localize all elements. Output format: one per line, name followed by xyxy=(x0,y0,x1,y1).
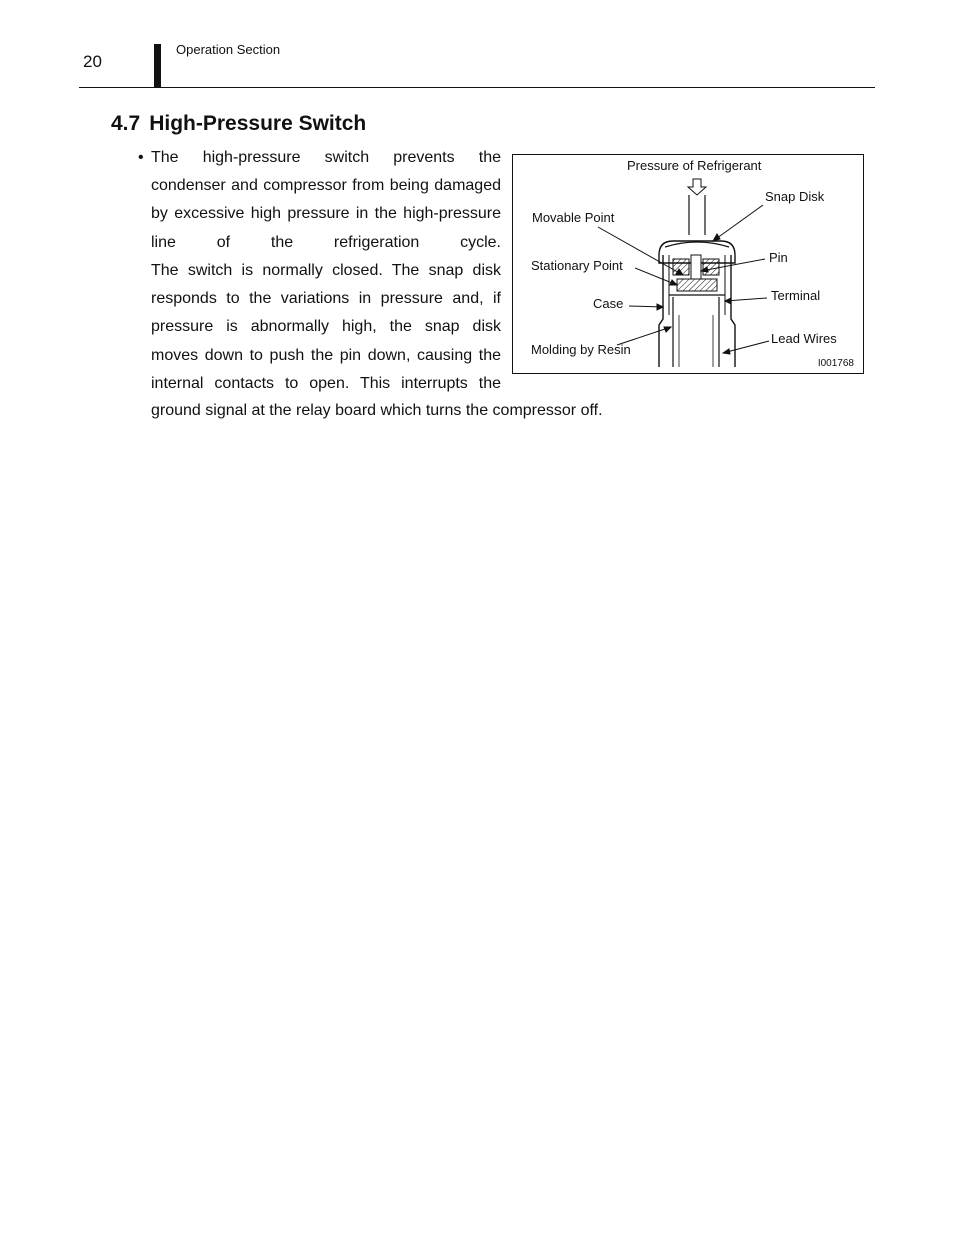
label-movable-point: Movable Point xyxy=(532,210,615,225)
leader-snap-disk xyxy=(713,205,763,241)
section-label: Operation Section xyxy=(176,42,281,57)
section-number: 4.7 xyxy=(111,112,141,135)
label-pressure: Pressure of Refrigerant xyxy=(627,158,762,173)
label-stationary-point: Stationary Point xyxy=(531,258,623,273)
label-molding: Molding by Resin xyxy=(531,342,631,357)
pressure-arrow-icon xyxy=(688,179,706,195)
switch-diagram xyxy=(512,154,864,374)
label-snap-disk: Snap Disk xyxy=(765,189,825,204)
header-rule xyxy=(79,87,875,88)
page-number: 20 xyxy=(83,52,102,71)
label-pin: Pin xyxy=(769,250,788,265)
paragraph-1: The high-pressure switch prevents the condenser and compressor from being damaged by excessive high pressure in the high-pressure line of the refrigeration cycle. xyxy=(151,149,501,251)
paragraph-2: The switch is normally closed. The snap disk responds to the variations in pressure and, if pressure is abnormally high, the snap disk moves down to push the pin down, causing the internal contacts to open. This interrupts the xyxy=(151,262,501,392)
section-heading xyxy=(111,112,366,136)
paragraph-3: ground signal at the relay board which turns the compressor off. xyxy=(151,402,603,419)
label-lead-wires: Lead Wires xyxy=(771,331,837,346)
label-terminal: Terminal xyxy=(771,288,821,303)
bullet-marker: • xyxy=(138,149,144,166)
figure-id: I001768 xyxy=(817,358,854,369)
header-bar xyxy=(154,44,161,88)
section-title: High-Pressure Switch xyxy=(149,112,367,135)
label-case: Case xyxy=(593,296,624,311)
